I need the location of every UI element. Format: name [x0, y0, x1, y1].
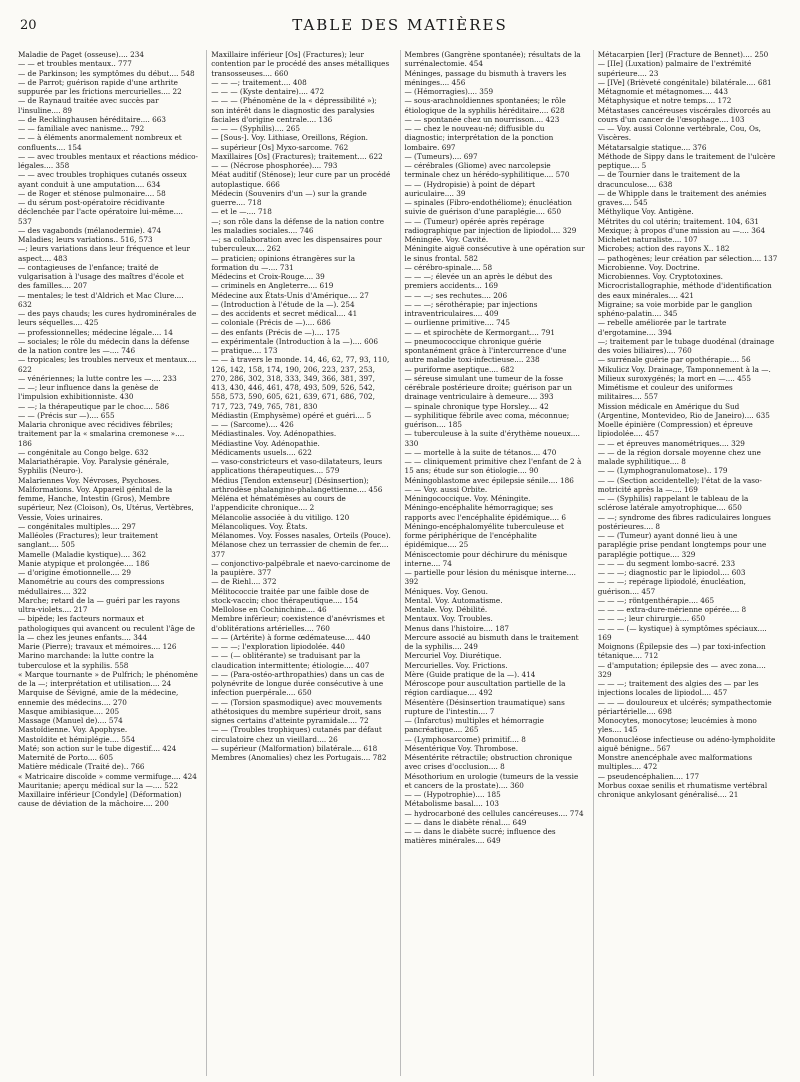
index-entry: Méroscope pour auscultation partielle de la région cardiaque.... 492 [404, 679, 566, 698]
index-entry: « Marque tournante » de Pulfrich; le phénomène de la —; interprétation et utilisation.... 24 [18, 669, 198, 688]
index-entry: — — à travers le monde. 14, 46, 62, 77, 93, 110, 126, 142, 158, 174, 190, 206, 223, 237, 253, 270, 286, 302, 318, 333, 349, 366, 381, 397, 413, 430, 446, 461, 478, 493, 509, 526, 542, 558, 573, 590, 605, 621, 639, 671, 686, 702, 717, 723, 749, 765, 781, 830 [211, 355, 390, 411]
index-entry: « Matricaire discoïde » comme vermifuge.... 424 [18, 771, 197, 781]
index-entry: Mental. Voy. Automatisme. [404, 595, 503, 605]
index-entry: — — (Tumeur) ayant donné lieu à une paraplégie prise pendant longtemps pour une paraplégie pottique.... 329 [597, 531, 767, 559]
index-entry: — — cliniquement primitive chez l'enfant de 2 à 15 ans; étude sur son étiologie.... 90 [404, 457, 582, 476]
index-entry: — — (Précis sur —).... 655 [18, 410, 115, 420]
index-entry: Mellolose en Cochinchine.... 46 [211, 605, 327, 614]
index-entry: — — —; traitement des algies des — par les injections locales de lipiodol.... 457 [597, 679, 759, 698]
index-entry: — pneumococcique chronique guérie spontanément grâce à l'intercurrence d'une autre maladie toxi-infectieuse.... 238 [404, 336, 567, 365]
index-entry: Méningo-encéphalite hémorragique; ses rapports avec l'encéphalite épidémique.... 6 [404, 503, 566, 522]
index-entry: — cérébro-spinale.... 58 [404, 262, 493, 272]
index-entry: Maté; son action sur le tube digestif.... 424 [18, 743, 177, 753]
index-entry: — partielle pour lésion du ménisque interne.... 392 [404, 568, 576, 587]
index-entry: — des enfants (Précis de —).... 175 [211, 327, 340, 337]
index-entry: Méningo-encéphalomyélite tuberculeuse et forme périphérique de l'encéphalite épidémique.... 25 [404, 521, 564, 550]
index-entry: Méningococcique. Voy. Méningite. [404, 494, 531, 503]
index-entry: Membre inférieur; coexistence d'anévrismes et d'oblitérations artérielles.... 760 [211, 614, 385, 633]
index-entry: — — familiale avec nanisme... 792 [18, 124, 145, 133]
index-entry: — séreuse simulant une tumeur de la fosse cérébrale postérieure droite; guérison par un drainage ventriculaire à demeure.... 393 [404, 373, 572, 402]
index-entry: Matière médicale (Traité de).. 766 [18, 762, 145, 772]
index-entry: — (Introduction à l'étude de la —). 254 [211, 299, 355, 309]
index-entry: Mamelle (Maladie kystique).... 362 [18, 549, 147, 559]
index-entry: — — (Hydropisie) à point de départ auriculaire.... 39 [404, 179, 536, 198]
index-entry: Morbus coxae senilis et rhumatisme vertébral chronique ankylosant généralisé.... 21 [597, 780, 768, 799]
index-entry: Marie (Pierre); travaux et mémoires.... 126 [18, 642, 177, 651]
index-entry: — de Whipple dans le traitement des anémies graves.... 545 [597, 188, 767, 207]
index-entry: — — — (Phénomène de la « dépressibilité »); son intérêt dans le diagnostic des paralysies faciales d'origine centrale.... 136 [211, 96, 377, 124]
index-entry: — — Voy. aussi Orbite. [404, 484, 488, 494]
index-entry: Marche; retard de la — guéri par les rayons ultra-violets.... 217 [18, 595, 180, 614]
index-entry: — sous-arachnoïdiennes spontanées; le rôle étiologique de la syphilis héréditaire.... 628 [404, 96, 566, 115]
index-entry: Médecine aux États-Unis d'Amérique.... 27 [211, 290, 369, 300]
index-entry: Mikulicz Voy. Drainage, Tamponnement à la —. [597, 364, 771, 374]
index-entry: — de Recklinghausen héréditaire.... 663 [18, 114, 166, 124]
index-entry: Méniscectomie pour déchirure du ménisque interne.... 74 [404, 549, 568, 568]
index-entry: Méniques. Voy. Genou. [404, 586, 488, 596]
index-entry: Microbienne. Voy. Doctrine. [597, 262, 700, 272]
index-entry: — — —; leur chirurgie.... 650 [597, 614, 706, 624]
index-entry: Malariathérapie. Voy. Paralysie générale, Syphilis (Neuro-). [18, 457, 169, 476]
index-entry: — [IVe] (Brièveté congénitale) bilatérale.... 681 [597, 77, 772, 87]
index-entry: Maxillaires [Os] (Fractures); traitement.... 622 [211, 151, 383, 161]
index-entry: Menus dans l'histoire.... 187 [404, 623, 509, 633]
index-entry: — — (Sarcome).... 426 [211, 420, 294, 429]
index-entry: Mère (Guide pratique de la —). 414 [404, 669, 536, 679]
index-entry: — — —; traitement.... 408 [211, 77, 307, 87]
index-entry: — — et troubles mentaux.. 777 [18, 59, 132, 69]
index-entry: — praticien; opinions étrangères sur la formation du —.... 731 [211, 253, 356, 272]
index-entry: — — (Para-ostéo-arthropathies) dans un cas de polynévrite de longue durée consécutive à une infection puerpérale.... 650 [211, 669, 385, 698]
index-entry: Massage (Manuel de).... 574 [18, 716, 123, 725]
index-entry: Méningite aiguë consécutive à une opération sur le sinus frontal. 582 [404, 244, 585, 263]
index-entry: Mélanose chez un terrassier de chemin de fer.... 377 [211, 540, 389, 559]
index-entry: — ourlienne primitive.... 745 [404, 318, 511, 328]
index-entry: Médiastin (Emphysème) opéré et guéri.... 5 [211, 410, 372, 420]
index-entry: — —; leur influence dans la genèse de l'impulsion exhibitionniste. 430 [18, 383, 159, 402]
index-entry: Maladie de Paget (osseuse).... 234 [18, 50, 144, 59]
index-entry: —; son rôle dans la défense de la nation contre les maladies sociales.... 746 [211, 216, 385, 235]
index-entry: — — Voy. aussi Colonne vertébrale, Cou, Os, Viscères. [597, 124, 761, 143]
index-entry: Marquise de Sévigné, amie de la médecine, ennemie des médecins.... 270 [18, 688, 179, 707]
index-entry: Michelet naturaliste.... 107 [597, 235, 698, 244]
index-entry: — congénitales multiples.... 297 [18, 521, 136, 531]
index-entry: Mélancolie associée à du vitiligo. 120 [211, 512, 350, 522]
index-entry: — hydrocarboné des cellules cancéreuses.... 774 [404, 808, 584, 818]
index-entry: Métagnomie et métagnomes.... 443 [597, 87, 728, 96]
index-entry: — d'origine émotionnelle.... 29 [18, 568, 131, 577]
index-entry: Mimétisme et couleur des uniformes militaires.... 557 [597, 383, 733, 402]
index-entry: —; traitement par le tubage duodénal (drainage des voies biliaires).... 760 [597, 336, 775, 355]
index-entry: — rebelle améliorée par le tartrate d'ergotamine.... 394 [597, 318, 727, 337]
index-entry: — — —; sérothérapie; par injections intraventriculaires.... 409 [404, 299, 538, 318]
index-entry: — —; syndrome des fibres radiculaires longues postérieures.... 8 [597, 512, 771, 531]
index-entry: — supérieur (Malformation) bilatérale.... 618 [211, 743, 378, 753]
index-entry: — des accidents et secret médical.... 41 [211, 309, 358, 318]
index-entry: Mélanomes. Voy. Fosses nasales, Orteils (Pouce). [211, 531, 391, 540]
index-entry: — (Tumeurs).... 697 [404, 151, 478, 161]
index-entry: Mastoïdienne. Voy. Apophyse. [18, 725, 128, 735]
index-entry: Mercuriel Voy. Diurétique. [404, 651, 502, 661]
index-entry: Maternité de Porto.... 605 [18, 753, 114, 762]
index-entry: Métacarpien [Ier] (Fracture de Bennet).... 250 [597, 50, 769, 59]
index-entry: — — (Hypotrophie).... 185 [404, 790, 501, 799]
index-entry: — — et spirochète de Kermorgant.... 791 [404, 327, 555, 337]
index-entry: — des pays chauds; les cures hydrominérales de leurs séquelles.... 425 [18, 309, 197, 328]
index-entry: — professionnelles; médecine légale.... 14 [18, 327, 173, 337]
index-entry: Mercure associé au bismuth dans le traitement de la syphilis.... 249 [404, 632, 579, 651]
index-entry: Mercurielles. Voy. Frictions. [404, 660, 508, 670]
index-entry: — — — (Syphilis).... 265 [211, 124, 300, 133]
index-entry: — spinales (Fibro-endothéliome); énucléation suivie de guérison d'une paraplégie.... 650 [404, 198, 572, 217]
index-entry: Maladies; leurs variations.. 516, 573 [18, 235, 153, 244]
index-entry: Maxillaire inférieur [Condyle] (Déformation) cause de déviation de la mâchoire.... 200 [18, 790, 182, 809]
index-entry: Membres (Gangrène spontanée); résultats de la surrénalectomie. 454 [404, 50, 581, 69]
index-columns [18, 50, 782, 1076]
index-entry: —; leurs variations dans leur fréquence et leur aspect.... 483 [18, 244, 190, 263]
index-column-4 [593, 50, 782, 1076]
index-entry: — — (— oblitérante) se traduisant par la claudication intermittente; étiologie.... 407 [211, 651, 370, 670]
index-entry: Malaria chronique avec récidives fébriles; traitement par la « smalarina cremonese ».... 186 [18, 420, 185, 448]
index-entry: Membres (Anomalies) chez les Portugais.... 782 [211, 753, 387, 762]
index-entry: — pathogènes; leur création par sélection.... 137 [597, 253, 778, 263]
index-entry: — — à éléments anormalement nombreux et confluents.... 154 [18, 133, 182, 152]
index-entry: — sociales; le rôle du médecin dans la défense de la nation contre les —.... 746 [18, 336, 190, 355]
index-entry: — pseudencéphalien.... 177 [597, 771, 700, 781]
index-entry: — coloniale (Précis de —).... 686 [211, 318, 331, 328]
index-entry: — (Lymphosarcome) primitif.... 8 [404, 734, 526, 744]
index-entry: — — — du segment lombo-sacré. 233 [597, 558, 736, 568]
index-entry: — vénériennes; la lutte contre les —.... 233 [18, 373, 177, 383]
index-entry: Masque amibiasique.... 205 [18, 706, 120, 716]
index-entry: Mauritanie; aperçu médical sur la —.... 522 [18, 780, 179, 790]
index-entry: Métaphysique et notre temps.... 172 [597, 96, 732, 106]
index-entry: — — (Torsion spasmodique) avec mouvements athétosiques du membre supérieur droit, sans signes certains d'atteinte pyramidale.... 72 [211, 697, 382, 725]
index-entry: Mexique; à propos d'une mission au —.... 364 [597, 225, 766, 235]
index-entry: — — (Artérite) à forme œdémateuse.... 440 [211, 632, 371, 642]
index-entry: Mésentérite rétractile; obstruction chronique avec crises d'occlusion.... 8 [404, 753, 573, 772]
index-entry: Malléoles (Fractures); leur traitement sanglant.... 505 [18, 531, 159, 550]
index-entry: — puriforme aseptique.... 682 [404, 364, 515, 374]
index-entry: —; sa collaboration avec les dispensaires pour tuberculeux.... 262 [211, 235, 382, 254]
index-entry: — — —; diagnostic par le lipiodol.... 603 [597, 568, 746, 577]
index-entry: — — (Lymphogranulomatose).. 179 [597, 466, 728, 476]
index-entry: — — (Section accidentelle); l'état de la vaso-motricité après la —.... 169 [597, 475, 762, 494]
index-entry: Maxillaire inférieur [Os] (Fractures); leur contention par le procédé des anses métalliques transosseuses.... 660 [211, 50, 390, 78]
index-entry: — cérébrales (Gliome) avec narcolepsie terminale chez un hérédo-syphilitique.... 570 [404, 161, 570, 180]
index-entry: — de Parkinson; les symptômes du début.... 548 [18, 68, 195, 78]
index-entry: Microcristallographie, méthode d'identification des eaux minérales.... 421 [597, 281, 772, 300]
index-entry: — des vagabonds (mélanodermie). 474 [18, 225, 162, 235]
index-entry: Moignons (Épilepsie des —) par toxi-infection tétanique.... 712 [597, 642, 766, 661]
index-entry: — d'amputation; épilepsie des — avec zona.... 329 [597, 660, 766, 679]
index-entry: Métabolisme basal.... 103 [404, 799, 499, 809]
index-entry: — tropicales; les troubles nerveux et mentaux.... 622 [18, 355, 197, 374]
page-header [18, 10, 782, 40]
index-entry: — congénitale au Congo belge. 632 [18, 447, 149, 457]
index-entry: Médius [Tendon extenseur] (Désinsertion); arthrodèse phalangino-phalangettienne.... 456 [211, 475, 383, 494]
index-entry: — — — douloureux et ulcérés; sympathectomie périartérielle.... 698 [597, 697, 772, 716]
index-entry: — syphilitique fébrile avec coma, méconnue; guérison.... 185 [404, 410, 570, 429]
index-entry: — du sérum post-opératoire récidivante déclenchée par l'acte opératoire lui-même.... 537 [18, 198, 183, 226]
index-entry: — —; la thérapeutique par le choc.... 586 [18, 401, 170, 411]
index-entry: — de Roger et sténose pulmonaire.... 58 [18, 188, 166, 198]
index-entry: — criminels en Angleterre.... 619 [211, 281, 334, 291]
index-entry: — [IIe] (Luxation) palmaire de l'extrémité supérieure.... 23 [597, 59, 752, 78]
index-entry: — vaso-constricteurs et vaso-dilatateurs, leurs applications thérapeutiques.... 579 [211, 457, 383, 476]
index-entry: — — —; l'exploration lipiodolée. 440 [211, 642, 346, 651]
index-entry: — expérimentale (Introduction à la —).... 606 [211, 336, 378, 346]
index-entry: — contagieuses de l'enfance; traité de vulgarisation à l'usage des maîtres d'école et des familles.... 207 [18, 262, 184, 291]
index-entry: Mastoïdite et hémiplégie.... 554 [18, 734, 136, 744]
index-entry: — — chez le nouveau-né; diffusible du diagnostic; interprétation de la ponction lombaire. 697 [404, 124, 554, 152]
index-entry: Malariennes Voy. Névroses, Psychoses. [18, 475, 162, 485]
index-entry: Mésentérique Voy. Thrombose. [404, 743, 518, 753]
index-entry: Méningée. Voy. Cavité. [404, 235, 489, 244]
index-entry: Médiastine Voy. Adénopathie. [211, 438, 320, 448]
index-entry: — — —; ses rechutes.... 206 [404, 290, 508, 300]
index-entry: — de Tournier dans le traitement de la dracunculose.... 638 [597, 170, 741, 189]
index-column-1 [18, 50, 202, 1076]
index-column-3 [400, 50, 589, 1076]
index-entry: — — de la région dorsale moyenne chez une malade syphilitique.... 8 [597, 447, 761, 466]
index-entry: Méningoblastome avec épilepsie sénile.... 186 [404, 475, 574, 485]
index-entry: Méléna et hématémèses au cours de l'appendicite chronique.... 2 [211, 494, 346, 513]
index-entry: Migraine; sa voie morbide par le ganglion sphéno-palatin.... 345 [597, 299, 753, 318]
index-entry: — — dans le diabète rénal.... 649 [404, 817, 527, 827]
index-entry: — de Riehl.... 372 [211, 577, 277, 587]
index-entry: — surrénale guérie par opothérapie.... 56 [597, 355, 751, 365]
index-entry: Médiastinales. Voy. Adénopathies. [211, 429, 337, 439]
index-entry: Mélitococcie traitée par une faible dose de stock-vaccin; choc thérapeutique.... 154 [211, 586, 369, 605]
index-column-2 [206, 50, 395, 1076]
index-entry: Mission médicale en Amérique du Sud (Argentine, Montevideo, Rio de Janeiro).... 635 [597, 401, 770, 420]
index-entry: Monstre anencéphale avec malformations multiples.... 472 [597, 753, 753, 772]
index-entry: — — avec troubles trophiques cutanés osseux ayant conduit à une amputation.... 634 [18, 170, 187, 189]
index-entry: Médecin (Souvenirs d'un —) sur la grande guerre.... 718 [211, 188, 367, 207]
index-entry: Métrites du col utérin; traitement. 104, 631 [597, 216, 759, 226]
index-entry: Médicaments usuels.... 622 [211, 447, 312, 457]
index-entry: — — (Troubles trophiques) cutanés par défaut circulatoire chez un vieillard.... 26 [211, 725, 382, 744]
index-entry: Mésothorium en urologie (tumeurs de la vessie et cancers de la prostate).... 360 [404, 771, 579, 790]
index-entry: Microbes; action des rayons X.. 182 [597, 244, 730, 254]
index-entry: Méninges, passage du bismuth à travers les méninges.... 456 [404, 68, 567, 87]
index-entry: — (Infarctus) multiples et hémorragie pancréatique.... 265 [404, 716, 544, 735]
index-entry: — — —; röntgenthérapie.... 465 [597, 595, 715, 605]
index-entry: — — (Syphilis) rappelant le tableau de la sclérose latérale amyotrophique.... 650 [597, 494, 749, 513]
index-entry: — pratique.... 173 [211, 346, 278, 355]
index-entry: Mentaux. Voy. Troubles. [404, 614, 493, 624]
index-entry: Médecins et Croix-Rouge.... 39 [211, 272, 325, 281]
index-entry: — spinale chronique type Horsley.... 42 [404, 401, 549, 411]
index-entry: — — — (— kystique) à symptômes spéciaux.... 169 [597, 623, 767, 642]
page-title: TABLE DES MATIÈRES [292, 16, 508, 34]
index-entry: — — —; repérage lipiodolé, énucléation, guérison.... 457 [597, 577, 746, 596]
index-entry: Manométrie au cours des compressions médullaires.... 322 [18, 577, 165, 596]
index-entry: — — spontanée chez un nourrisson.... 423 [404, 114, 560, 124]
index-entry: Métastases cancéreuses viscérales divorcés au cours d'un cancer de l'œsophage.... 103 [597, 105, 771, 124]
index-entry: — — et épreuves manométriques.... 329 [597, 438, 745, 448]
page-number: 20 [20, 18, 37, 33]
index-entry: — — avec troubles mentaux et réactions médico-légales.... 358 [18, 151, 198, 170]
index-entry: — bipède; les facteurs normaux et pathologiques qui avancent ou reculent l'âge de la — chez les jeunes enfants.... 344 [18, 614, 195, 642]
index-entry: — conjonctivo-palpébrale et naevo-carcinome de la paupière. 377 [211, 558, 391, 577]
index-entry: — tuberculeuse à la suite d'érythème noueux.... 330 [404, 429, 580, 448]
index-entry: Mélancoliques. Voy. États. [211, 521, 308, 531]
index-entry: — — (Tumeur) opérée après repérage radiographique par injection de lipiodol.... 329 [404, 216, 577, 235]
index-entry: Méthylique Voy. Antigène. [597, 207, 694, 217]
index-entry: — mentales; le test d'Aldrich et Mac Clure.... 632 [18, 290, 184, 309]
index-entry: — [Sous-]. Voy. Lithiase, Oreillons, Région. [211, 133, 368, 143]
index-entry: Monocytes, monocytose; leucémies à mono yles.... 145 [597, 716, 757, 735]
index-entry: Microbiennes. Voy. Cryptotoxines. [597, 272, 723, 281]
index-entry: — supérieur [Os] Myxo-sarcome. 762 [211, 142, 349, 152]
index-entry: Malformations. Voy. Appareil génital de la femme, Hanche, Intestin (Gros), Membre supérieur, Nez (Cloison), Os, Utérus, Vertèbres, Vessie, Voies urinaires. [18, 484, 194, 522]
index-entry: — de Raynaud traitée avec succès par l'insuline.... 89 [18, 96, 159, 115]
index-entry: Méat auditif (Sténose); leur cure par un procédé autoplastique. 666 [211, 170, 391, 189]
index-entry: — — —; élevée un an après le début des premiers accidents... 169 [404, 272, 553, 291]
index-entry: — — — (Kyste dentaire).... 472 [211, 87, 325, 96]
index-entry: Mononucléose infectieuse ou adéno-lymphoïdite aiguë bénigne.. 567 [597, 734, 776, 753]
index-entry: — et le —.... 718 [211, 207, 272, 217]
index-entry: — de Parrot; guérison rapide d'une arthrite suppurée par les frictions mercurielles.... 22 [18, 77, 182, 96]
index-entry: Métatarsalgie statique.... 376 [597, 142, 707, 152]
index-entry: — — dans le diabète sucré; influence des matières minérales.... 649 [404, 827, 556, 846]
index-entry: Mésentère (Désinsertion traumatique) sans rupture de l'intestin.... 7 [404, 697, 565, 716]
index-entry: Milieux suroxygénés; la mort en —.... 455 [597, 373, 751, 383]
index-entry: Mentale. Voy. Débilité. [404, 605, 488, 614]
index-entry: — — (Nécrose phosphorée).... 793 [211, 161, 338, 170]
index-entry: — — — extra-dure-mérienne opérée.... 8 [597, 605, 747, 614]
index-entry: Méthode de Sippy dans le traitement de l'ulcère peptique.... 5 [597, 151, 776, 170]
index-entry: Marino marchande: la lutte contre la tuberculose et la syphilis. 558 [18, 651, 154, 670]
index-entry: — — mortelle à la suite de tétanos.... 470 [404, 447, 557, 457]
index-entry: Moelle épinière (Compression) et épreuve lipiodolée.... 457 [597, 420, 753, 439]
index-entry: — (Hémorragies).... 359 [404, 87, 494, 96]
index-entry: Manie atypique et prolongée.... 186 [18, 558, 150, 568]
